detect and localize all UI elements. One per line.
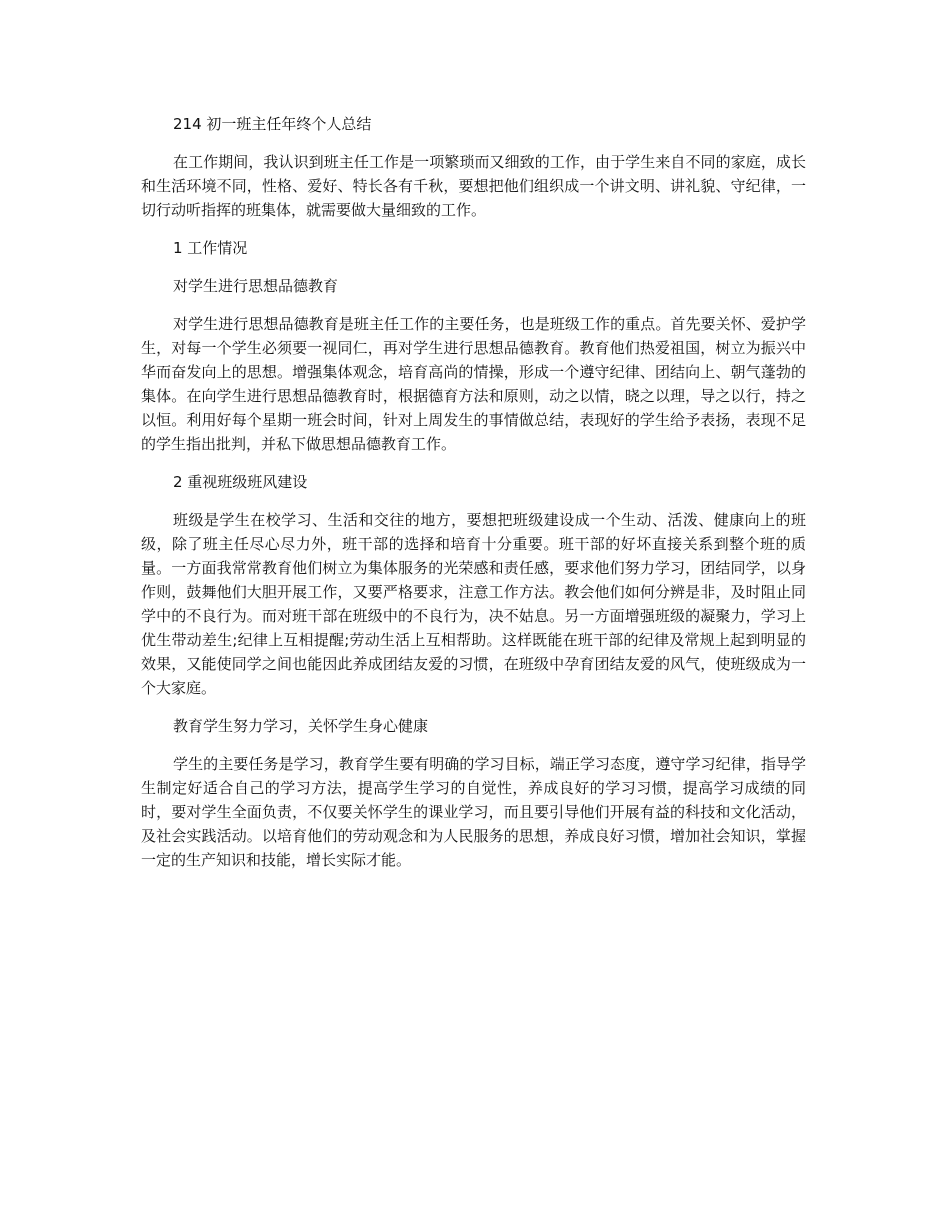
section-heading-study-health: 教育学生努力学习，关怀学生身心健康 [173,717,429,735]
intro-paragraph: 在工作期间，我认识到班主任工作是一项繁琐而又细致的工作，由于学生来自不同的家庭，成长和生活环境不同，性格、爱好、特长各有千秋，要想把他们组织成一个讲文明、讲礼貌、守纪律，一切行动听指挥的班集体，就需要做大量细致的工作。 [141,153,806,219]
document-title: 214 初一班主任年终个人总结 [173,115,372,133]
section-heading-work-situation: 1 工作情况 [173,239,248,257]
class-culture-paragraph: 班级是学生在校学习、生活和交往的地方，要想把班级建设成一个生动、活泼、健康向上的班级，除了班主任尽心尽力外，班干部的选择和培育十分重要。班干部的好坏直接关系到整个班的质量。一方面我常常教育他们树立为集体服务的光荣感和责任感，要求他们努力学习，团结同学，以身作则，鼓舞他们大胆开展工作，又要严格要求，注意工作方法。教会他们如何分辨是非，及时阻止同学中的不良行为。而对班干部在班级中的不良行为，决不姑息。另一方面增强班级的凝聚力，学习上优生带动差生;纪律上互相提醒;劳动生活上互相帮助。这样既能在班干部的纪律及常规上起到明显的效果，又能使同学之间也能因此养成团结友爱的习惯，在班级中孕育团结友爱的风气，使班级成为一个大家庭。 [141,511,806,697]
moral-education-paragraph: 对学生进行思想品德教育是班主任工作的主要任务，也是班级工作的重点。首先要关怀、爱护学生，对每一个学生必须要一视同仁，再对学生进行思想品德教育。教育他们热爱祖国，树立为振兴中华而奋发向上的思想。增强集体观念，培育高尚的情操，形成一个遵守纪律、团结向上、朝气蓬勃的集体。在向学生进行思想品德教育时，根据德育方法和原则，动之以情，晓之以理，导之以行，持之以恒。利用好每个星期一班会时间，针对上周发生的事情做总结，表现好的学生给予表扬，表现不足的学生指出批判，并私下做思想品德教育工作。 [141,315,806,453]
document-content [141,112,806,886]
study-health-paragraph: 学生的主要任务是学习，教育学生要有明确的学习目标，端正学习态度，遵守学习纪律，指导学生制定好适合自己的学习方法，提高学生学习的自觉性，养成良好的学习习惯，提高学习成绩的同时，要对学生全面负责，不仅要关怀学生的课业学习，而且要引导他们开展有益的科技和文化活动，及社会实践活动。以培育他们的劳动观念和为人民服务的思想，养成良好习惯，增加社会知识，掌握一定的生产知识和技能，增长实际才能。 [141,755,806,869]
section-heading-class-culture: 2 重视班级班风建设 [173,473,308,491]
section-subheading-moral-education: 对学生进行思想品德教育 [173,277,339,295]
